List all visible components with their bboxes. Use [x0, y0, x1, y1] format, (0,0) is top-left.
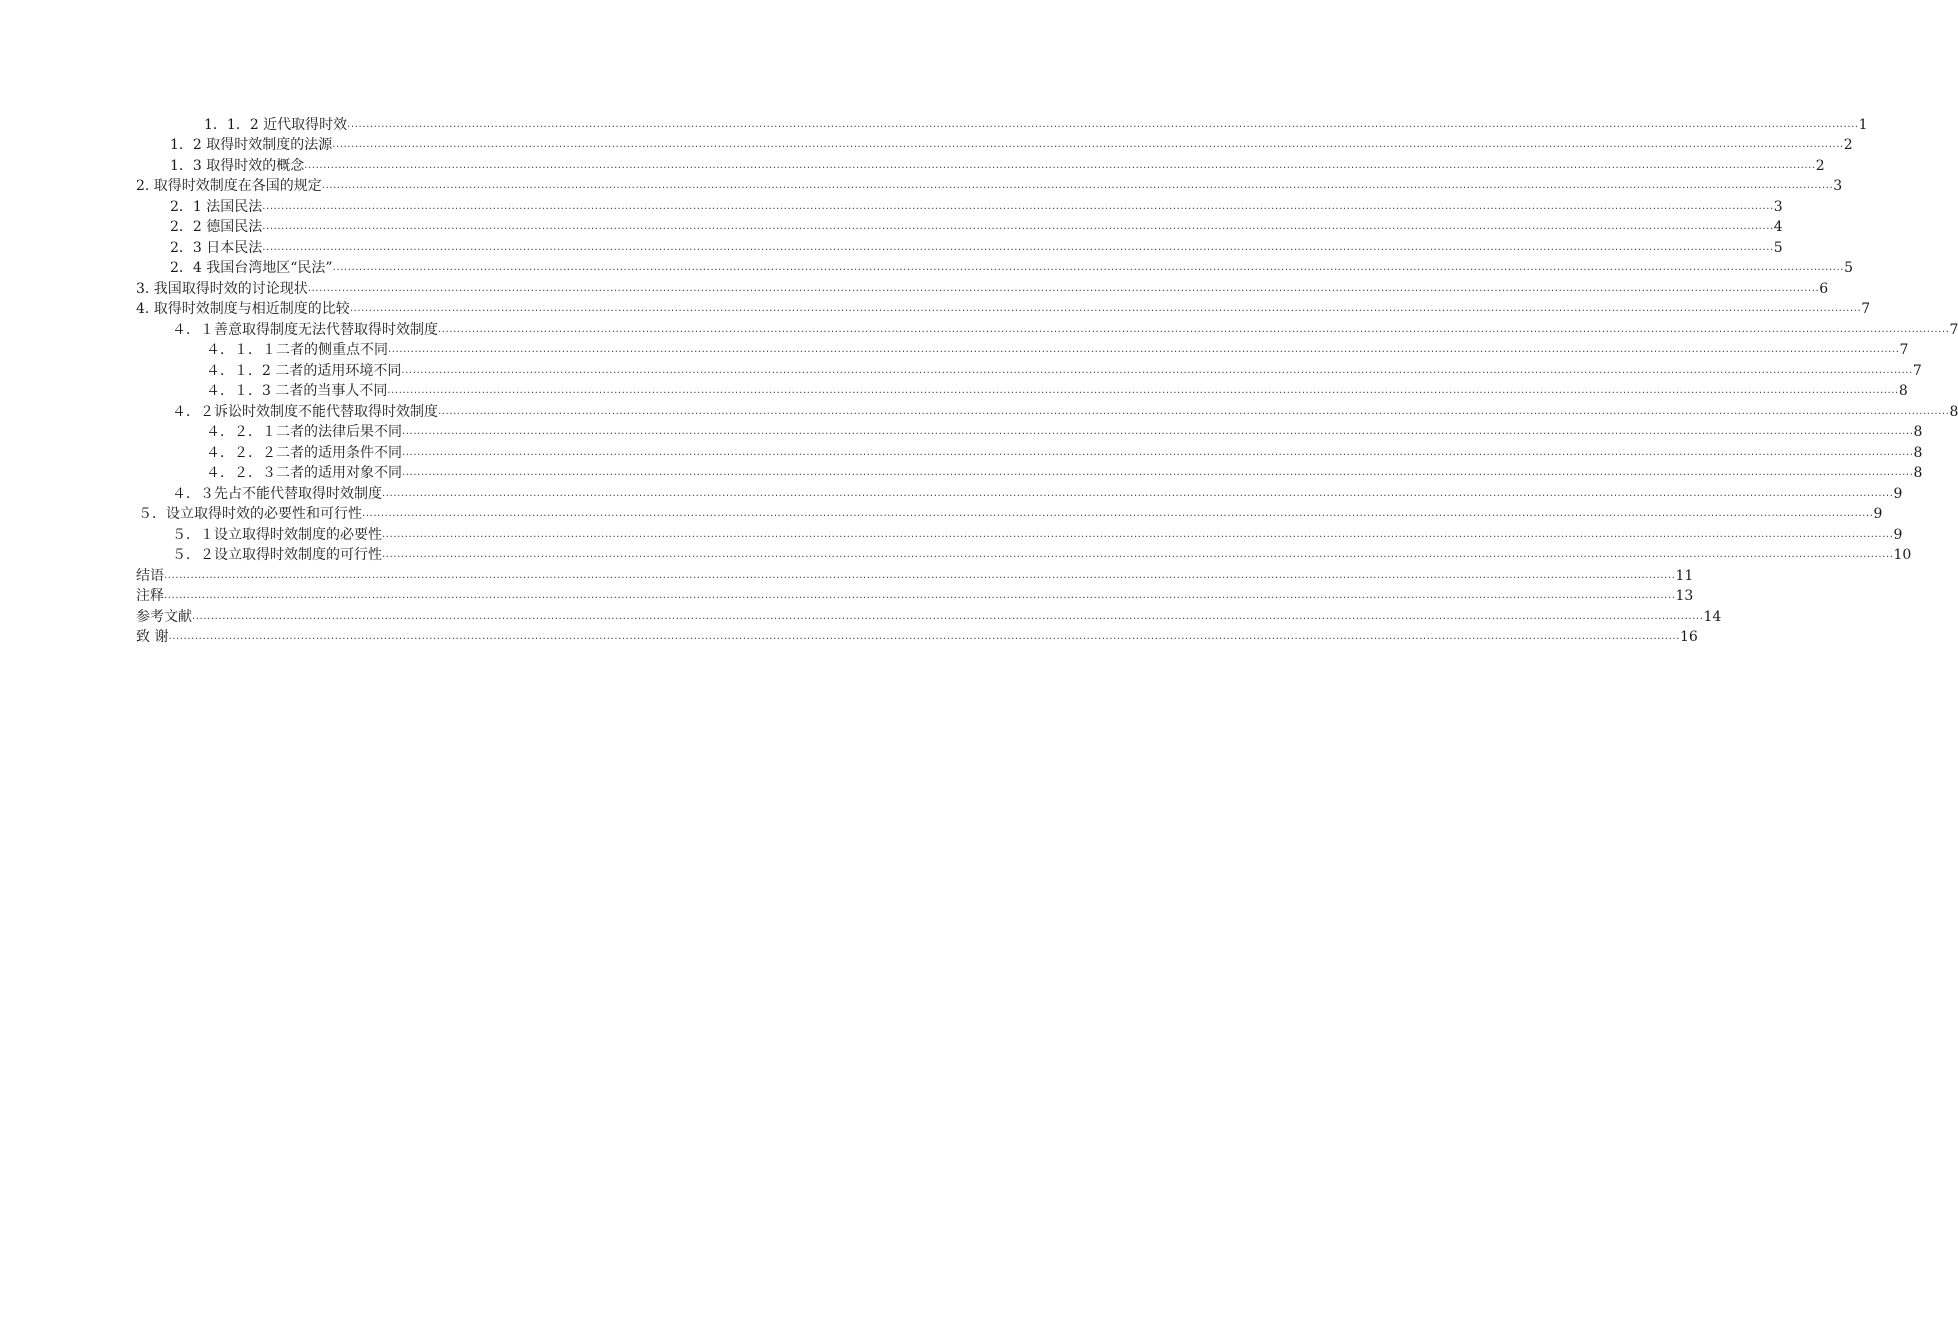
- toc-entry-label: ５．１设立取得时效制度的必要性: [172, 527, 382, 543]
- toc-entry[interactable]: [136, 278, 1829, 298]
- toc-entry-label: 2. 取得时效制度在各国的规定: [136, 178, 322, 194]
- toc-entry-page: 8: [1913, 424, 1923, 440]
- toc-entry-label: 1．3 取得时效的概念: [170, 158, 305, 174]
- toc-entry[interactable]: [170, 257, 1853, 277]
- toc-entry[interactable]: [206, 442, 1923, 462]
- toc-entry-label: 注释: [136, 588, 164, 604]
- toc-leader-dots: ................................................................................................................................................................................................................................................................................................................................................................................................................: [402, 426, 1914, 437]
- toc-entry-page: 10: [1893, 547, 1912, 563]
- toc-entry[interactable]: [206, 360, 1922, 380]
- toc-entry-label: ４．２诉讼时效制度不能代替取得时效制度: [172, 404, 438, 420]
- toc-entry-page: 3: [1833, 178, 1843, 194]
- toc-leader-dots: ................................................................................................................................................................................................................................................................................................................................................................................................................: [307, 283, 1820, 294]
- toc-entry-label: ４．３先占不能代替取得时效制度: [172, 486, 382, 502]
- toc-entry[interactable]: [136, 175, 1843, 195]
- toc-entry[interactable]: [172, 544, 1912, 564]
- toc-entry-page: 4: [1773, 219, 1783, 235]
- toc-leader-dots: ................................................................................................................................................................................................................................................................................................................................................................................................................: [192, 611, 1704, 622]
- toc-entry-label: 结语: [136, 568, 164, 584]
- toc-entry[interactable]: [206, 339, 1909, 359]
- toc-entry-label: ５．设立取得时效的必要性和可行性: [138, 506, 362, 522]
- toc-entry[interactable]: [172, 319, 1958, 339]
- toc-entry-page: 7: [1949, 322, 1958, 338]
- toc-entry-page: 9: [1873, 506, 1883, 522]
- toc-entry[interactable]: [172, 401, 1958, 421]
- toc-entry-label: 2．3 日本民法: [170, 240, 263, 256]
- toc-entry[interactable]: [136, 298, 1871, 318]
- toc-entry[interactable]: [206, 421, 1923, 441]
- toc-entry[interactable]: [170, 196, 1783, 216]
- toc-leader-dots: ................................................................................................................................................................................................................................................................................................................................................................................................................: [321, 180, 1834, 191]
- toc-entry-page: 8: [1913, 465, 1923, 481]
- toc-leader-dots: ................................................................................................................................................................................................................................................................................................................................................................................................................: [262, 242, 1774, 253]
- toc-entry-label: ４．２．２二者的适用条件不同: [206, 445, 402, 461]
- toc-leader-dots: ................................................................................................................................................................................................................................................................................................................................................................................................................: [168, 631, 1680, 642]
- toc-entry-page: 5: [1844, 260, 1853, 276]
- toc-leader-dots: ................................................................................................................................................................................................................................................................................................................................................................................................................: [401, 365, 1913, 376]
- toc-entry-label: ４．１．3 二者的当事人不同: [206, 383, 388, 399]
- toc-leader-dots: ................................................................................................................................................................................................................................................................................................................................................................................................................: [438, 406, 1950, 417]
- toc-entry-page: 8: [1898, 383, 1908, 399]
- toc-entry[interactable]: [136, 626, 1698, 646]
- toc-entry[interactable]: [136, 606, 1722, 626]
- toc-entry-label: 4. 取得时效制度与相近制度的比较: [136, 301, 350, 317]
- toc-entry-page: 11: [1675, 568, 1694, 584]
- toc-leader-dots: ................................................................................................................................................................................................................................................................................................................................................................................................................: [402, 467, 1914, 478]
- toc-entry-label: 参考文献: [136, 609, 192, 625]
- toc-entry-label: 1．2 取得时效制度的法源: [170, 137, 333, 153]
- toc-entry-page: 13: [1675, 588, 1694, 604]
- toc-entry-label: 2．1 法国民法: [170, 199, 263, 215]
- toc-leader-dots: ................................................................................................................................................................................................................................................................................................................................................................................................................: [347, 119, 1859, 130]
- toc-entry[interactable]: [172, 483, 1903, 503]
- toc-leader-dots: ................................................................................................................................................................................................................................................................................................................................................................................................................: [164, 570, 1676, 581]
- toc-entry-label: ４．２．１二者的法律后果不同: [206, 424, 402, 440]
- toc-leader-dots: ................................................................................................................................................................................................................................................................................................................................................................................................................: [362, 508, 1874, 519]
- toc-entry[interactable]: [206, 462, 1923, 482]
- toc-entry[interactable]: [138, 503, 1883, 523]
- toc-entry-label: 3. 我国取得时效的讨论现状: [136, 281, 308, 297]
- toc-leader-dots: ................................................................................................................................................................................................................................................................................................................................................................................................................: [388, 344, 1900, 355]
- toc-entry-page: 14: [1703, 609, 1722, 625]
- toc-leader-dots: ................................................................................................................................................................................................................................................................................................................................................................................................................: [304, 160, 1816, 171]
- toc-entry[interactable]: [170, 134, 1853, 154]
- toc-entry-label: ４．１．2 二者的适用环境不同: [206, 363, 402, 379]
- toc-entry-label: 1．1．2 近代取得时效: [204, 117, 348, 133]
- toc-leader-dots: ................................................................................................................................................................................................................................................................................................................................................................................................................: [382, 549, 1894, 560]
- toc-entry-label: 2．2 德国民法: [170, 219, 263, 235]
- toc-entry[interactable]: [136, 585, 1694, 605]
- toc-entry-page: 6: [1819, 281, 1829, 297]
- toc-entry-label: ４．１．１二者的侧重点不同: [206, 342, 388, 358]
- toc-entry[interactable]: [172, 524, 1903, 544]
- toc-entry-label: ５．２设立取得时效制度的可行性: [172, 547, 382, 563]
- toc-leader-dots: ................................................................................................................................................................................................................................................................................................................................................................................................................: [262, 201, 1774, 212]
- toc-entry[interactable]: [206, 380, 1908, 400]
- toc-entry-label: ４．１善意取得制度无法代替取得时效制度: [172, 322, 438, 338]
- toc-entry-page: 2: [1815, 158, 1825, 174]
- toc-entry-page: 5: [1773, 240, 1783, 256]
- toc-leader-dots: ................................................................................................................................................................................................................................................................................................................................................................................................................: [438, 324, 1950, 335]
- toc-leader-dots: ................................................................................................................................................................................................................................................................................................................................................................................................................: [349, 303, 1862, 314]
- toc-leader-dots: ................................................................................................................................................................................................................................................................................................................................................................................................................: [164, 590, 1676, 601]
- toc-entry[interactable]: [136, 565, 1694, 585]
- toc-entry[interactable]: [204, 114, 1868, 134]
- toc-entry[interactable]: [170, 216, 1783, 236]
- toc-leader-dots: ................................................................................................................................................................................................................................................................................................................................................................................................................: [332, 262, 1845, 273]
- toc-leader-dots: ................................................................................................................................................................................................................................................................................................................................................................................................................: [262, 221, 1774, 232]
- toc-entry-page: 1: [1858, 117, 1868, 133]
- toc-entry[interactable]: [170, 237, 1783, 257]
- toc-leader-dots: ................................................................................................................................................................................................................................................................................................................................................................................................................: [382, 488, 1894, 499]
- toc-entry-label: 2．4 我国台湾地区“民法”: [170, 260, 333, 276]
- toc-entry-page: 8: [1949, 404, 1958, 420]
- toc-entry-page: 7: [1861, 301, 1871, 317]
- toc-leader-dots: ................................................................................................................................................................................................................................................................................................................................................................................................................: [332, 139, 1844, 150]
- toc-entry-page: 2: [1843, 137, 1853, 153]
- toc-entry-page: 7: [1912, 363, 1922, 379]
- toc-entry-label: ４．２．３二者的适用对象不同: [206, 465, 402, 481]
- toc-entry-page: 8: [1913, 445, 1923, 461]
- toc-entry-page: 16: [1679, 629, 1698, 645]
- toc-entry-page: 3: [1773, 199, 1783, 215]
- toc-entry-page: 9: [1893, 527, 1903, 543]
- toc-leader-dots: ................................................................................................................................................................................................................................................................................................................................................................................................................: [402, 447, 1914, 458]
- toc-entry[interactable]: [170, 155, 1825, 175]
- toc-entry-page: 7: [1899, 342, 1909, 358]
- toc-entry-label: 致 谢: [136, 629, 169, 645]
- toc-entry-page: 9: [1893, 486, 1903, 502]
- toc-leader-dots: ................................................................................................................................................................................................................................................................................................................................................................................................................: [382, 529, 1894, 540]
- toc-leader-dots: ................................................................................................................................................................................................................................................................................................................................................................................................................: [387, 385, 1899, 396]
